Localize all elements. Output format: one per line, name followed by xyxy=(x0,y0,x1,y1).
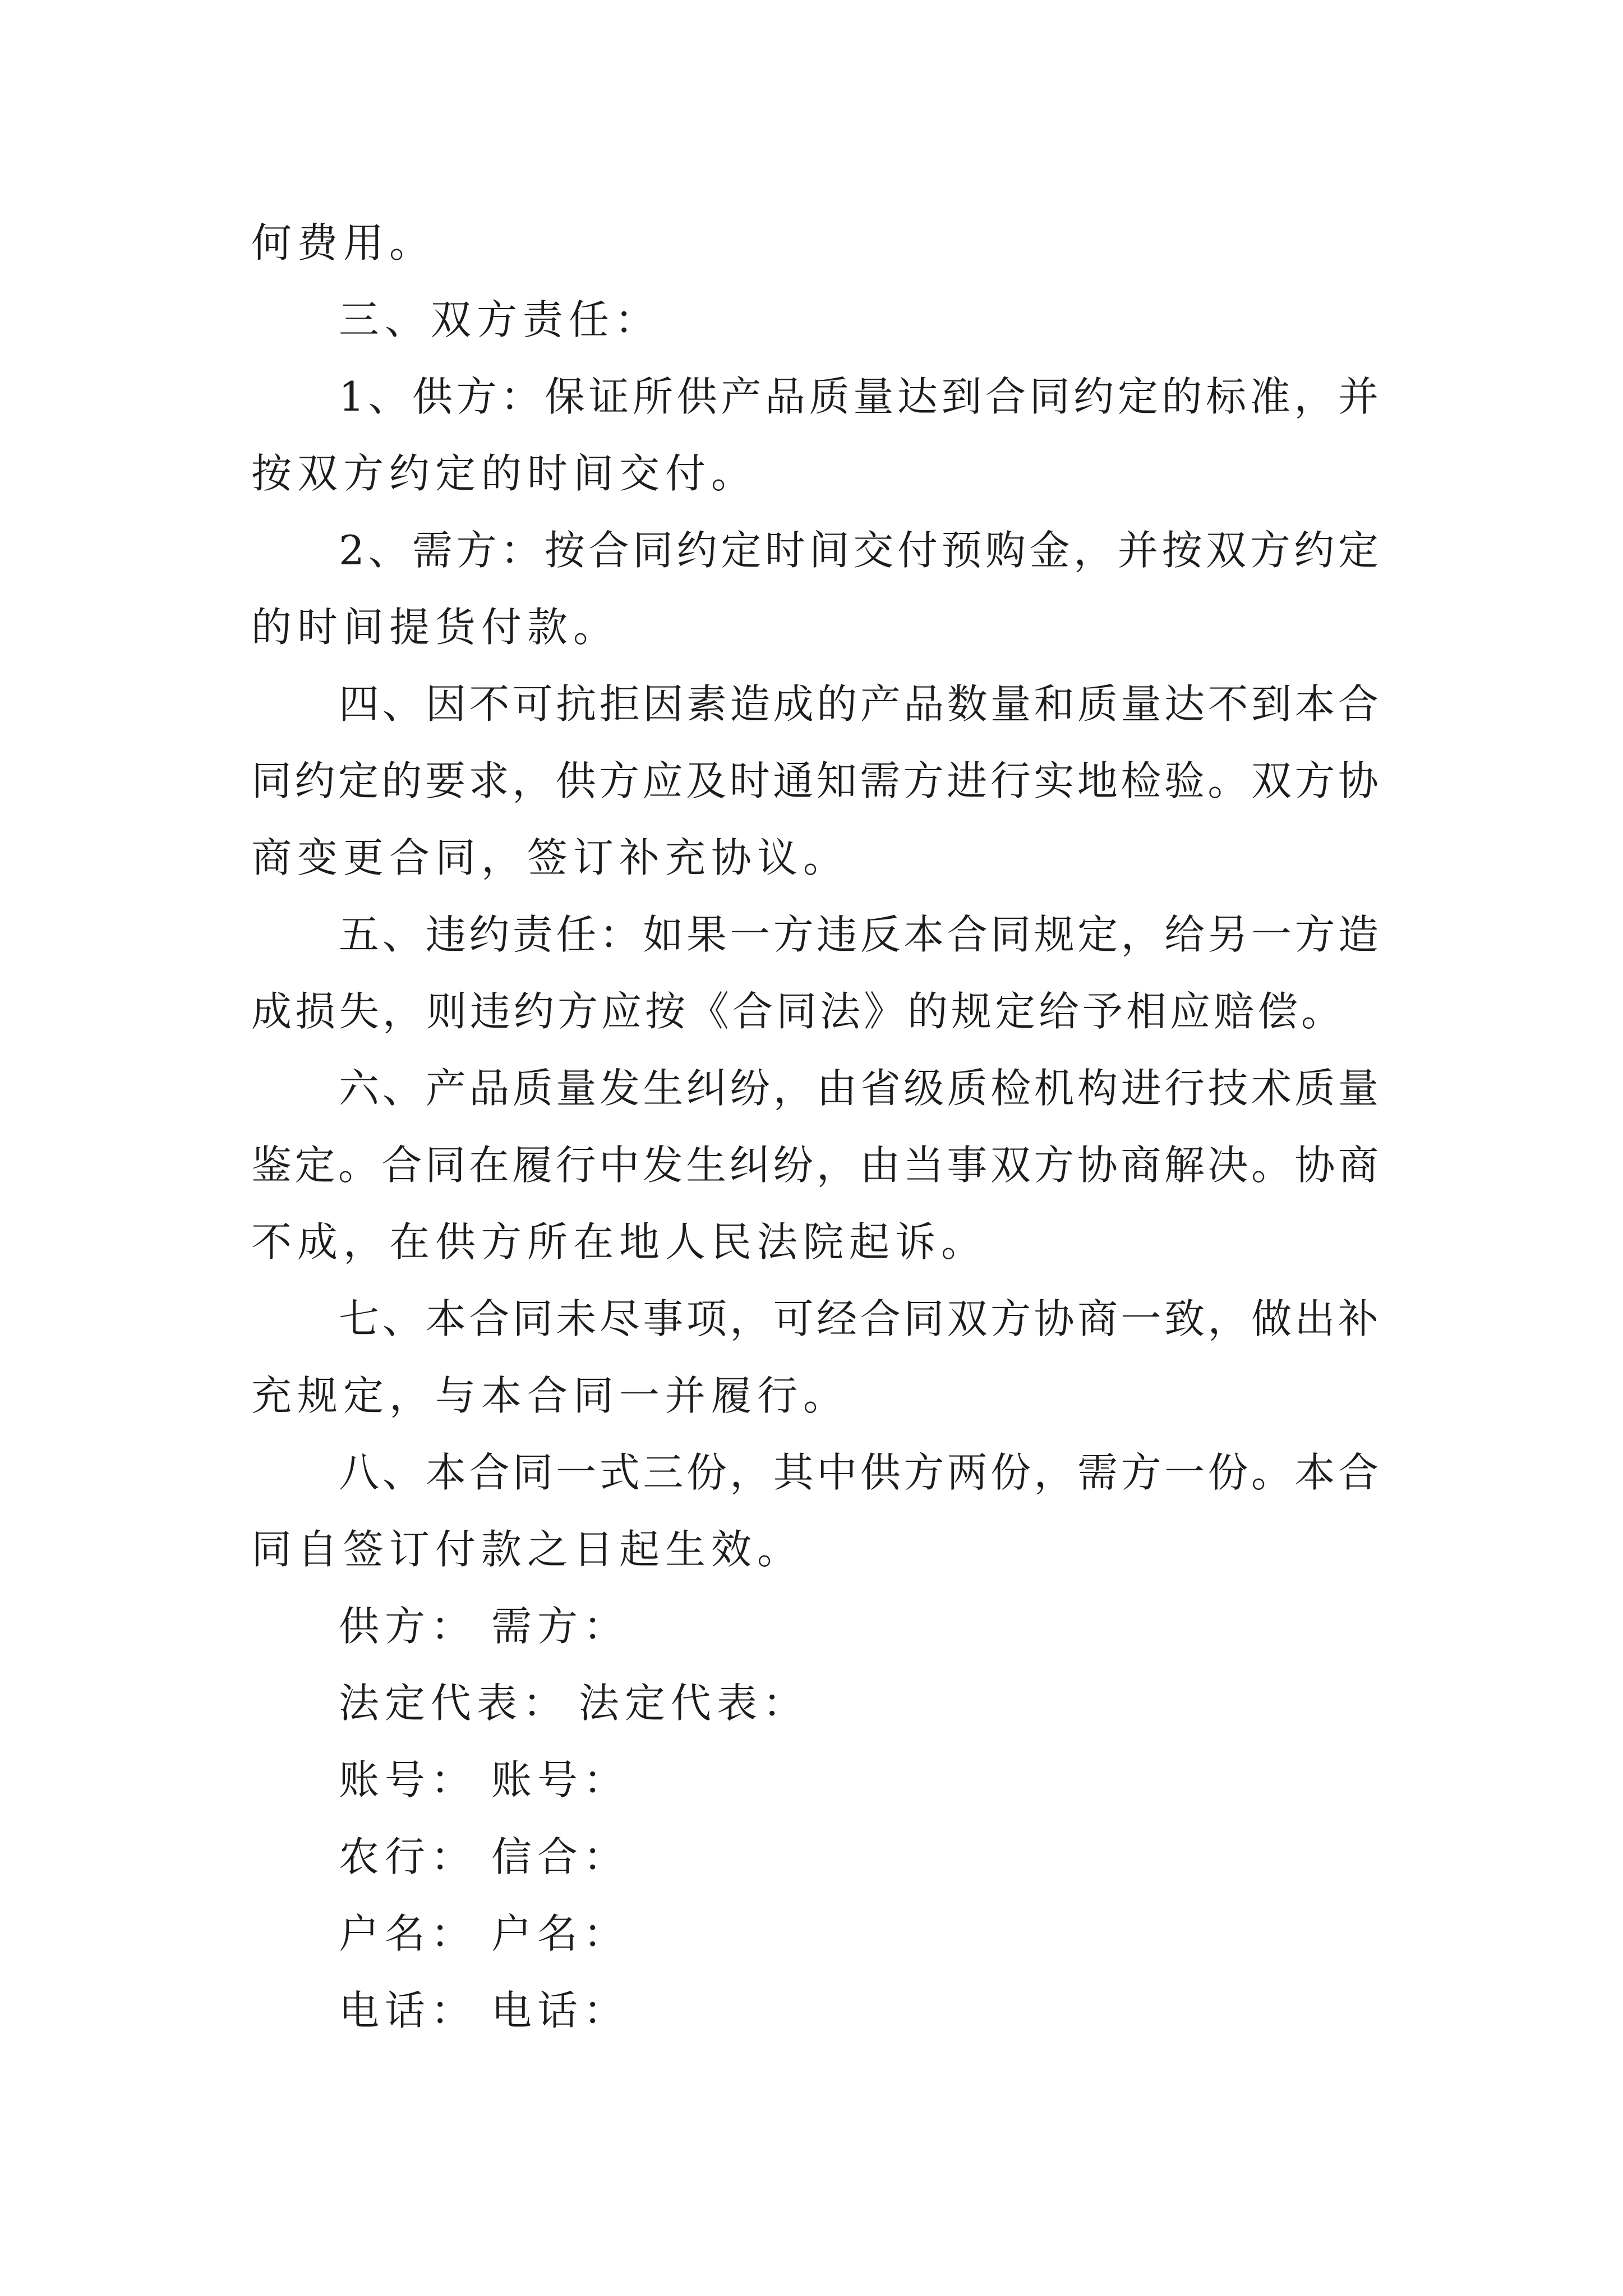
text-line: 同约定的要求，供方应及时通知需方进行实地检验。双方协 xyxy=(251,757,1378,804)
signature-label-right: 法定代表： xyxy=(579,1680,809,1727)
text-line: 同自签订付款之日起生效。 xyxy=(251,1526,804,1573)
text-line: 何费用。 xyxy=(251,219,436,266)
text-line: 充规定，与本合同一并履行。 xyxy=(251,1372,850,1419)
signature-label-right: 电话： xyxy=(491,1987,630,2034)
signature-row xyxy=(339,1910,630,1957)
text-line: 鉴定。合同在履行中发生纠纷，由当事双方协商解决。协商 xyxy=(251,1142,1378,1189)
text-line: 1、供方：保证所供产品质量达到合同约定的标准，并 xyxy=(339,373,1378,420)
signature-label-right: 户名： xyxy=(491,1910,630,1957)
text-line: 四、因不可抗拒因素造成的产品数量和质量达不到本合 xyxy=(339,680,1378,728)
signature-row xyxy=(339,1987,630,2034)
text-line: 2、需方：按合同约定时间交付预购金，并按双方约定 xyxy=(339,527,1378,574)
signature-label-left: 电话： xyxy=(339,1987,477,2034)
text-line: 七、本合同未尽事项，可经合同双方协商一致，做出补 xyxy=(339,1295,1378,1342)
signature-label-left: 供方： xyxy=(339,1603,477,1650)
signature-label-right: 账号： xyxy=(491,1756,630,1803)
text-line: 五、违约责任：如果一方违反本合同规定，给另一方造 xyxy=(339,911,1378,958)
text-line: 成损失，则违约方应按《合同法》的规定给予相应赔偿。 xyxy=(251,988,1345,1035)
signature-label-left: 账号： xyxy=(339,1756,477,1803)
signature-row xyxy=(339,1756,630,1803)
signature-label-left: 法定代表： xyxy=(339,1680,569,1727)
section-heading: 三、双方责任： xyxy=(339,296,661,343)
text-line: 八、本合同一式三份，其中供方两份，需方一份。本合 xyxy=(339,1449,1378,1496)
text-line: 不成，在供方所在地人民法院起诉。 xyxy=(251,1218,988,1266)
signature-label-right: 需方： xyxy=(491,1603,630,1650)
text-line: 商变更合同，签订补充协议。 xyxy=(251,834,850,881)
signature-label-left: 户名： xyxy=(339,1910,477,1957)
signature-row xyxy=(339,1603,630,1650)
signature-label-left: 农行： xyxy=(339,1833,477,1880)
signature-row xyxy=(339,1833,630,1880)
signature-label-right: 信合： xyxy=(491,1833,630,1880)
text-line: 按双方约定的时间交付。 xyxy=(251,450,758,497)
text-line: 六、产品质量发生纠纷，由省级质检机构进行技术质量 xyxy=(339,1065,1378,1112)
text-line: 的时间提货付款。 xyxy=(251,604,620,651)
signature-row xyxy=(339,1680,809,1727)
